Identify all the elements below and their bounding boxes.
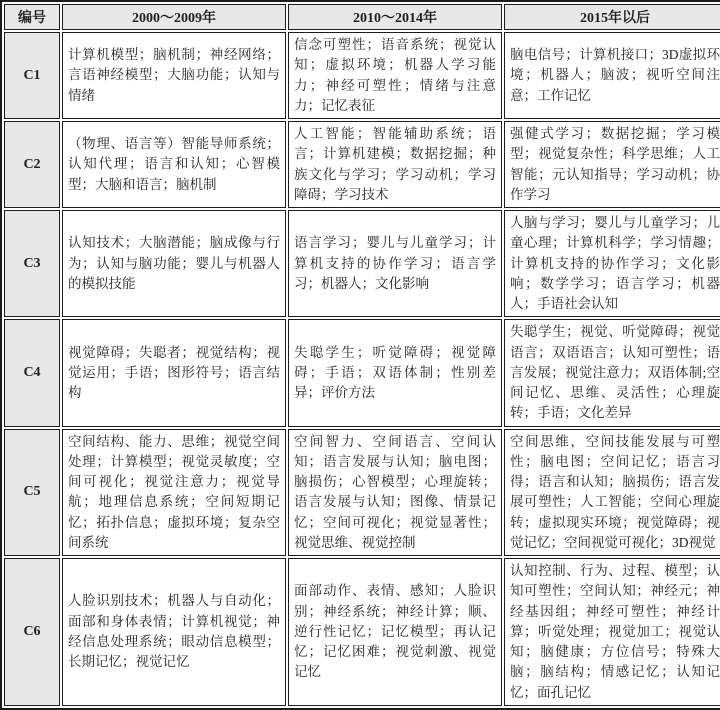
keywords-cell: 脑电信号；计算机接口；3D虚拟环境；机器人；脑波；视听空间注意；工作记忆 [504, 32, 720, 119]
table-row [4, 319, 720, 426]
row-id-cell: C4 [4, 319, 60, 426]
table-row [4, 210, 720, 317]
table-row [4, 429, 720, 557]
row-id-cell: C1 [4, 32, 60, 119]
header-row [4, 4, 720, 30]
keywords-cell: 空间智力、空间语言、空间认知；语言发展与认知；脑电图；脑损伤；心智模型；心理旋转；语言发展与认知；图像、情景记忆；空间可视化；视觉显著性；视觉思维、视觉控制 [288, 429, 502, 557]
table-row [4, 32, 720, 119]
keywords-cell: 人脸识别技术；机器人与自动化；面部和身体表情；计算机视觉；神经信息处理系统；眼动信息模型；长期记忆；视觉记忆 [62, 558, 286, 706]
row-id-cell: C6 [4, 558, 60, 706]
column-header-period3: 2015年以后 [504, 4, 720, 30]
table-row [4, 121, 720, 208]
keywords-cell: 失聪学生；视觉、听觉障碍；视觉语言；双语语言；认知可塑性；语言发展；视觉注意力；双语体制;空间记忆、思维、灵活性；心理旋转；手语；文化差异 [504, 319, 720, 426]
keywords-cell: 强健式学习；数据挖掘；学习模型；视觉复杂性；科学思维；人工智能；元认知指导；学习动机；协作学习 [504, 121, 720, 208]
keywords-cell: 人脑与学习；婴儿与儿童学习；儿童心理；计算机科学；学习情趣；计算机支持的协作学习；文化影响；数学学习；语言学习；机器人；手语社会认知 [504, 210, 720, 317]
row-id-cell: C3 [4, 210, 60, 317]
keywords-cell: 计算机模型；脑机制；神经网络；言语神经模型；大脑功能；认知与情绪 [62, 32, 286, 119]
keywords-cell: 视觉障碍；失聪者；视觉结构；视觉运用；手语；图形符号；语言结构 [62, 319, 286, 426]
keywords-cell: 语言学习；婴儿与儿童学习；计算机支持的协作学习；语言学习；机器人；文化影响 [288, 210, 502, 317]
row-id-cell: C5 [4, 429, 60, 557]
keywords-cell: （物理、语言等）智能导师系统；认知代理；语言和认知；心智模型；大脑和语言；脑机制 [62, 121, 286, 208]
column-header-period1: 2000～2009年 [62, 4, 286, 30]
table-row [4, 558, 720, 706]
keywords-cell: 认知技术；大脑潜能；脑成像与行为；认知与脑功能；婴儿与机器人的模拟技能 [62, 210, 286, 317]
keywords-cell: 面部动作、表情、感知；人脸识别；神经系统；神经计算；顺、逆行性记忆；记忆模型；再认记忆；记忆困难；视觉刺激、视觉记忆 [288, 558, 502, 706]
keywords-cell: 认知控制、行为、过程、模型；认知可塑性；空间认知；神经元；神经基因组；神经可塑性；神经计算；听觉处理；视觉加工；视觉认知；脑健康；方位信号；特殊大脑；脑结构；情感记忆；认知记忆；面孔记忆 [504, 558, 720, 706]
row-id-cell: C2 [4, 121, 60, 208]
keywords-cell: 空间结构、能力、思维；视觉空间处理；计算模型；视觉灵敏度；空间可视化；视觉注意力；视觉导航；地理信息系统；空间短期记忆；拓扑信息；虚拟环境；复杂空间系统 [62, 429, 286, 557]
keywords-cell: 失聪学生；听觉障碍；视觉障碍；手语；双语体制；性别差异；评价方法 [288, 319, 502, 426]
keywords-cell: 信念可塑性；语音系统；视觉认知；虚拟环境；机器人学习能力；神经可塑性；情绪与注意力；记忆表征 [288, 32, 502, 119]
column-header-period2: 2010～2014年 [288, 4, 502, 30]
column-header-id: 编号 [4, 4, 60, 30]
keywords-cell: 人工智能；智能辅助系统；语言；计算机建模；数据挖掘；种族文化与学习；学习动机；学习障碍；学习技术 [288, 121, 502, 208]
keywords-cell: 空间思维，空间技能发展与可塑性；脑电图；空间记忆；语言习得；语言和认知；脑损伤；语言发展可塑性；人工智能；空间心理旋转；虚拟现实环境；视觉障碍；视觉记忆；空间视觉可视化；3D视觉 [504, 429, 720, 557]
